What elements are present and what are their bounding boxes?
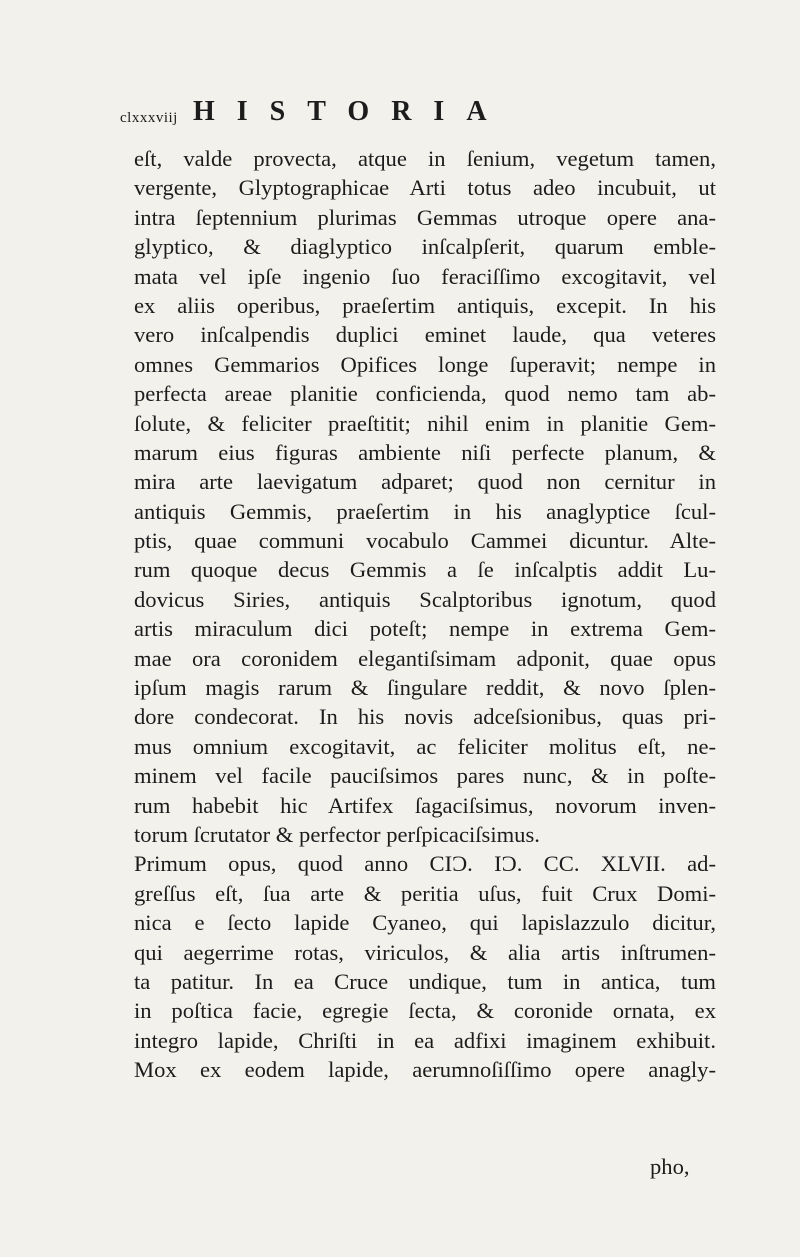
text-line: Mox ex eodem lapide, aerumnoſiſſimo opere anagly- [134, 1057, 716, 1083]
text-line: in poſtica facie, egregie ſecta, & coronide ornata, ex [134, 998, 716, 1024]
text-line: integro lapide, Chriſti in ea adfixi imaginem exhibuit. [134, 1027, 716, 1053]
text-line: artis miraculum dici poteſt; nempe in extrema Gem- [134, 616, 716, 642]
page-header [120, 96, 680, 146]
text-line: greſſus eſt, ſua arte & peritia uſus, fuit Crux Domi- [134, 880, 716, 906]
running-title: HISTORIA [193, 96, 509, 127]
text-line: nica e ſecto lapide Cyaneo, qui lapislazzulo dicitur, [134, 910, 716, 936]
text-line: mae ora coronidem elegantiſsimam adponit, quae opus [134, 645, 716, 671]
folio-number: clxxxviij [120, 110, 178, 126]
text-line: omnes Gemmarios Opifices longe ſuperavit; nempe in [134, 351, 716, 377]
text-line: dore condecorat. In his novis adceſsionibus, quas pri- [134, 704, 716, 730]
text-line: ipſum magis rarum & ſingulare reddit, & novo ſplen- [134, 675, 716, 701]
text-line: vergente, Glyptographicae Arti totus adeo incubuit, ut [134, 175, 716, 201]
text-line: rum habebit hic Artifex ſagaciſsimus, novorum inven- [134, 792, 716, 818]
text-line: minem vel facile pauciſsimos pares nunc, & in poſte- [134, 763, 716, 789]
text-line: vero inſcalpendis duplici eminet laude, qua veteres [134, 322, 716, 348]
text-line: antiquis Gemmis, praeſertim in his anaglyptice ſcul- [134, 498, 716, 524]
text-line: torum ſcrutator & perfector perſpicaciſsimus. [134, 821, 540, 847]
text-line: dovicus Siries, antiquis Scalptoribus ignotum, quod [134, 586, 716, 612]
text-line: mata vel ipſe ingenio ſuo feraciſſimo excogitavit, vel [134, 263, 716, 289]
text-line: eſt, valde provecta, atque in ſenium, vegetum tamen, [134, 146, 716, 171]
text-line: perfecta areae planitie conficienda, quod nemo tam ab- [134, 381, 716, 407]
text-line: marum eius figuras ambiente niſi perfecte planum, & [134, 439, 716, 465]
catchword: pho, [650, 1154, 690, 1179]
text-line: glyptico, & diaglyptico inſcalpſerit, quarum emble- [134, 234, 716, 260]
text-line: ex aliis operibus, praeſertim antiquis, excepit. In his [134, 292, 716, 318]
text-line: rum quoque decus Gemmis a ſe inſcalptis addit Lu- [134, 557, 716, 583]
text-line: Primum opus, quod anno CIƆ. IƆ. CC. XLVII. ad- [134, 851, 716, 877]
text-line: ſolute, & feliciter praeſtitit; nihil enim in planitie Gem- [134, 410, 716, 436]
body-text [134, 144, 716, 1085]
text-line: qui aegerrime rotas, viriculos, & alia artis inſtrumen- [134, 939, 716, 965]
text-line: ta patitur. In ea Cruce undique, tum in antica, tum [134, 968, 716, 994]
text-line: ptis, quae communi vocabulo Cammei dicuntur. Alte- [134, 528, 716, 554]
text-line: mira arte laevigatum adparet; quod non cernitur in [134, 469, 716, 495]
text-line: intra ſeptennium plurimas Gemmas utroque opere ana- [134, 204, 716, 230]
text-line: mus omnium excogitavit, ac feliciter molitus eſt, ne- [134, 733, 716, 759]
